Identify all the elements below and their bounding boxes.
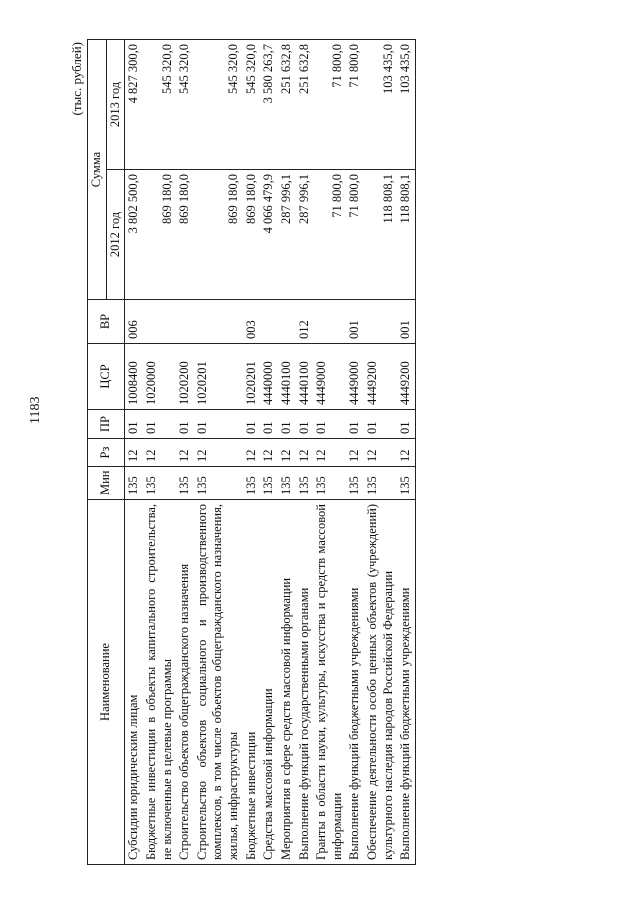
cell-y2012: 869 180,0 (194, 170, 243, 300)
cell-rz: 12 (194, 439, 243, 467)
cell-vr (260, 300, 278, 344)
cell-name: Гранты в области науки, культуры, искусства и средств массовой информации (313, 500, 346, 865)
cell-vr: 012 (296, 300, 314, 344)
cell-y2012: 4 066 479,9 (260, 170, 278, 300)
cell-csr: 4449200 (364, 344, 397, 410)
cell-name: Обеспечение деятельности особо ценных объектов (учреждений) культурного наследия народов Российской Федерации (364, 500, 397, 865)
cell-y2012: 118 808,1 (397, 170, 415, 300)
col-header-name: Наименование (88, 500, 125, 865)
cell-csr: 4449200 (397, 344, 415, 410)
cell-name: Выполнение функций бюджетными учреждениями (397, 500, 415, 865)
cell-y2013: 251 632,8 (296, 40, 314, 170)
cell-rz: 12 (313, 439, 346, 467)
table-header (88, 40, 125, 865)
cell-rz: 12 (176, 439, 194, 467)
cell-y2012: 869 180,0 (143, 170, 176, 300)
cell-pr: 01 (176, 410, 194, 439)
table-row (364, 40, 397, 865)
cell-y2012: 869 180,0 (243, 170, 261, 300)
col-header-csr: ЦСР (88, 344, 125, 410)
cell-name: Выполнение функций государственными органами (296, 500, 314, 865)
table-row (125, 40, 143, 865)
cell-y2013: 3 580 263,7 (260, 40, 278, 170)
cell-pr: 01 (296, 410, 314, 439)
cell-name: Бюджетные инвестиции (243, 500, 261, 865)
cell-y2012: 3 802 500,0 (125, 170, 143, 300)
cell-pr: 01 (313, 410, 346, 439)
cell-rz: 12 (346, 439, 364, 467)
cell-y2013: 103 435,0 (364, 40, 397, 170)
cell-min: 135 (296, 467, 314, 500)
cell-csr: 1020201 (243, 344, 261, 410)
cell-min: 135 (397, 467, 415, 500)
cell-rz: 12 (243, 439, 261, 467)
cell-csr: 1008400 (125, 344, 143, 410)
cell-csr: 4440100 (296, 344, 314, 410)
cell-pr: 01 (194, 410, 243, 439)
cell-vr (278, 300, 296, 344)
cell-rz: 12 (364, 439, 397, 467)
cell-vr: 006 (125, 300, 143, 344)
cell-rz: 12 (296, 439, 314, 467)
cell-y2012: 71 800,0 (313, 170, 346, 300)
col-header-sum: Сумма (88, 40, 107, 300)
cell-min: 135 (125, 467, 143, 500)
cell-csr: 1020200 (176, 344, 194, 410)
table-row (278, 40, 296, 865)
cell-name: Средства массовой информации (260, 500, 278, 865)
page-number: 1183 (28, 396, 43, 424)
col-header-pr: ПР (88, 410, 125, 439)
cell-min: 135 (243, 467, 261, 500)
cell-csr: 1020000 (143, 344, 176, 410)
cell-csr: 4440100 (278, 344, 296, 410)
cell-min: 135 (176, 467, 194, 500)
cell-vr (364, 300, 397, 344)
cell-vr: 003 (243, 300, 261, 344)
cell-y2013: 545 320,0 (143, 40, 176, 170)
cell-y2013: 545 320,0 (176, 40, 194, 170)
table-row (296, 40, 314, 865)
cell-y2013: 251 632,8 (278, 40, 296, 170)
budget-table-container (69, 40, 547, 865)
cell-vr (143, 300, 176, 344)
col-header-min: Мин (88, 467, 125, 500)
cell-rz: 12 (397, 439, 415, 467)
table-row (194, 40, 243, 865)
cell-csr: 1020201 (194, 344, 243, 410)
cell-min: 135 (143, 467, 176, 500)
cell-y2013: 545 320,0 (194, 40, 243, 170)
cell-pr: 01 (278, 410, 296, 439)
table-row (397, 40, 415, 865)
table-row (143, 40, 176, 865)
cell-y2013: 545 320,0 (243, 40, 261, 170)
cell-y2013: 71 800,0 (313, 40, 346, 170)
cell-min: 135 (260, 467, 278, 500)
cell-csr: 4440000 (260, 344, 278, 410)
cell-min: 135 (346, 467, 364, 500)
cell-name: Бюджетные инвестиции в объекты капитального строительства, не включенные в целевые программы (143, 500, 176, 865)
table-row (346, 40, 364, 865)
cell-min: 135 (194, 467, 243, 500)
table-row (243, 40, 261, 865)
cell-pr: 01 (260, 410, 278, 439)
col-header-2012: 2012 год (106, 170, 125, 300)
col-header-rz: Рз (88, 439, 125, 467)
cell-vr (194, 300, 243, 344)
table-body (125, 40, 416, 865)
cell-min: 135 (313, 467, 346, 500)
cell-min: 135 (364, 467, 397, 500)
cell-y2012: 118 808,1 (364, 170, 397, 300)
col-header-vr: ВР (88, 300, 125, 344)
cell-pr: 01 (243, 410, 261, 439)
cell-csr: 4449000 (346, 344, 364, 410)
cell-y2012: 287 996,1 (296, 170, 314, 300)
cell-csr: 4449000 (313, 344, 346, 410)
cell-name: Субсидии юридическим лицам (125, 500, 143, 865)
cell-pr: 01 (346, 410, 364, 439)
cell-pr: 01 (143, 410, 176, 439)
cell-vr (176, 300, 194, 344)
unit-label: (тыс. рублей) (69, 42, 84, 116)
table-row (260, 40, 278, 865)
cell-y2013: 103 435,0 (397, 40, 415, 170)
table-row (176, 40, 194, 865)
cell-pr: 01 (125, 410, 143, 439)
cell-y2013: 71 800,0 (346, 40, 364, 170)
cell-rz: 12 (143, 439, 176, 467)
cell-pr: 01 (364, 410, 397, 439)
cell-name: Строительство объектов социального и производственного комплексов, в том числе объектов общегражданского назначения, жилья, инфраструктуры (194, 500, 243, 865)
cell-vr: 001 (346, 300, 364, 344)
cell-pr: 01 (397, 410, 415, 439)
cell-y2013: 4 827 300,0 (125, 40, 143, 170)
cell-name: Мероприятия в сфере средств массовой информации (278, 500, 296, 865)
cell-min: 135 (278, 467, 296, 500)
cell-rz: 12 (125, 439, 143, 467)
cell-rz: 12 (278, 439, 296, 467)
cell-y2012: 287 996,1 (278, 170, 296, 300)
cell-y2012: 869 180,0 (176, 170, 194, 300)
cell-y2012: 71 800,0 (346, 170, 364, 300)
col-header-2013: 2013 год (106, 40, 125, 170)
cell-rz: 12 (260, 439, 278, 467)
cell-name: Выполнение функций бюджетными учреждениями (346, 500, 364, 865)
cell-name: Строительство объектов общегражданского назначения (176, 500, 194, 865)
table-row (313, 40, 346, 865)
cell-vr: 001 (397, 300, 415, 344)
budget-table (87, 39, 416, 865)
cell-vr (313, 300, 346, 344)
